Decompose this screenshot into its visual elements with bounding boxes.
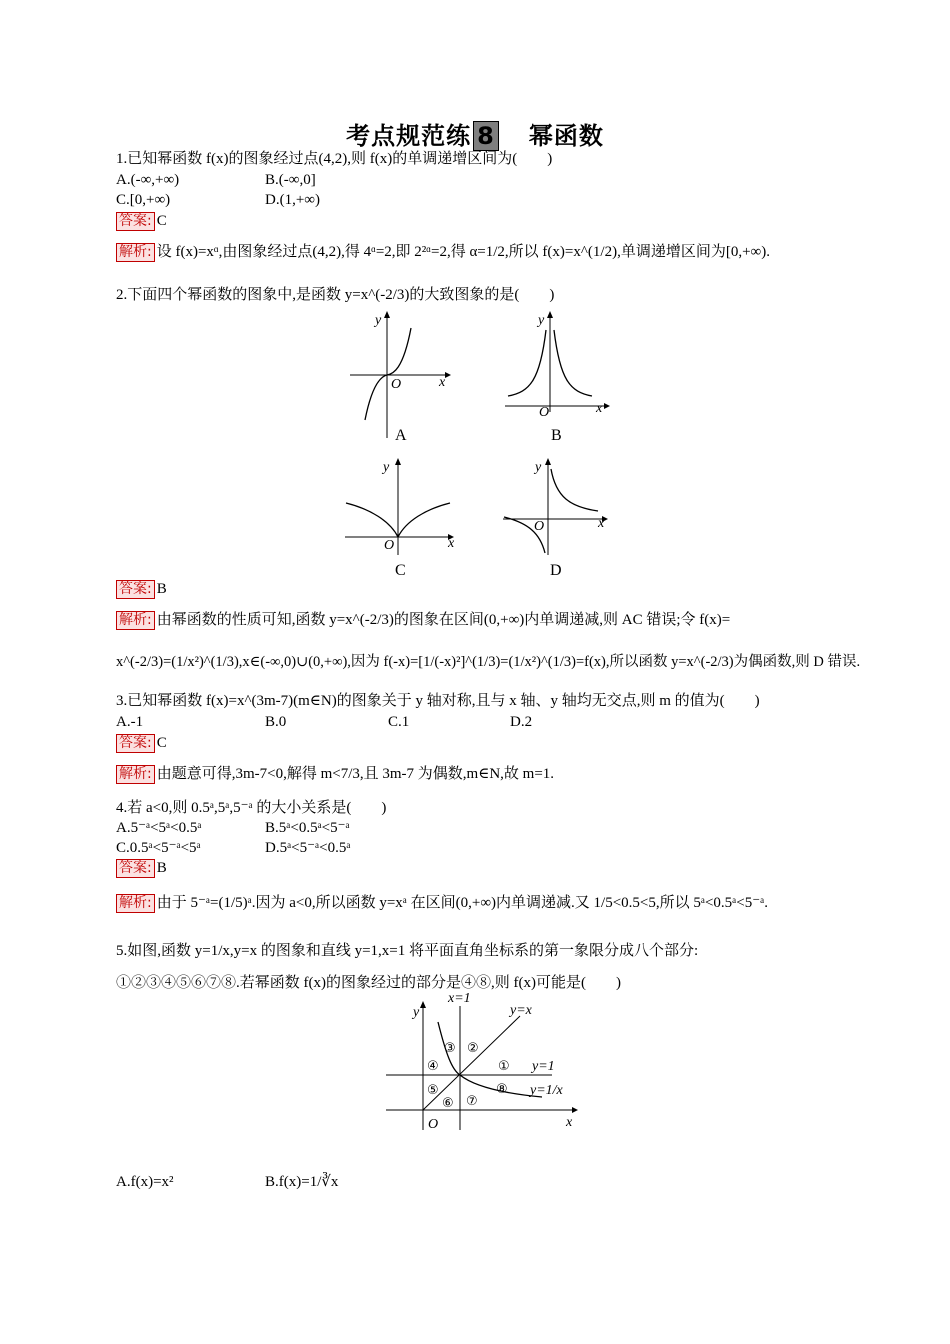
answer-label: 答案: (116, 580, 155, 599)
graph-a-y-label: y (375, 313, 382, 328)
q5-option-a: A.f(x)=x² (116, 1174, 174, 1190)
region-6: ⑥ (442, 1096, 454, 1111)
q2-graph-b (500, 308, 620, 448)
q2-analysis-line2: x^(-2/3)=(1/x²)^(1/3),x∈(-∞,0)∪(0,+∞),因为 f(-x)=[1/(-x)²]^(1/3)=(1/x²)^(1/3)=f(x),所以函数 y=x^(-2/3)为偶函数,则 D 错误. (116, 654, 861, 670)
region-8: ⑧ (496, 1082, 508, 1097)
q1-option-b: B.(-∞,0] (265, 172, 316, 188)
title-prefix: 考点规范练 (346, 122, 472, 150)
analysis-label: 解析: (116, 765, 155, 784)
q4-analysis-row (116, 893, 768, 913)
q1-option-c: C.[0,+∞) (116, 192, 171, 208)
q1-stem: 1.已知幂函数 f(x)的图象经过点(4,2),则 f(x)的单调递增区间为( ) (116, 151, 553, 167)
q5-label-y: y (413, 1005, 420, 1020)
q2-analysis-row (116, 610, 730, 630)
region-3: ③ (444, 1041, 456, 1056)
answer-label: 答案: (116, 212, 155, 231)
q3-option-c: C.1 (388, 714, 410, 730)
q3-analysis: 由题意可得,3m-7<0,解得 m<7/3,且 3m-7 为偶数,m∈N,故 m=1. (156, 766, 555, 782)
region-2: ② (467, 1041, 479, 1056)
q5-figure (380, 990, 590, 1135)
q1-option-d: D.(1,+∞) (265, 192, 320, 208)
analysis-label: 解析: (116, 894, 155, 913)
q4-answer-row (116, 858, 167, 878)
analysis-label: 解析: (116, 243, 155, 262)
q2-analysis-line1: 由幂函数的性质可知,函数 y=x^(-2/3)的图象在区间(0,+∞)内单调递减,则 AC 错误;令 f(x)= (156, 612, 731, 628)
graph-d-caption: D (550, 562, 562, 579)
graph-a-caption: A (395, 427, 407, 444)
answer-label: 答案: (116, 734, 155, 753)
graph-c-x-label: x (448, 536, 455, 551)
q4-answer: B (156, 860, 167, 876)
q2-graph-a (345, 308, 455, 448)
graph-d-x-label: x (598, 516, 605, 531)
q3-answer: C (156, 735, 167, 751)
q2-stem: 2.下面四个幂函数的图象中,是函数 y=x^(-2/3)的大致图象的是( ) (116, 287, 555, 303)
q5-label-x: x (566, 1115, 573, 1130)
q3-option-b: B.0 (265, 714, 287, 730)
graph-b-origin: O (539, 405, 550, 420)
graph-a-origin: O (391, 377, 402, 392)
q3-analysis-row (116, 764, 554, 784)
region-7: ⑦ (466, 1094, 478, 1109)
q5-label-origin: O (428, 1117, 439, 1132)
graph-b-caption: B (551, 427, 562, 444)
page-title (0, 116, 950, 151)
q1-option-a: A.(-∞,+∞) (116, 172, 180, 188)
q4-stem: 4.若 a<0,则 0.5ᵃ,5ᵃ,5⁻ᵃ 的大小关系是( ) (116, 800, 387, 816)
region-4: ④ (427, 1059, 439, 1074)
q4-option-b: B.5ᵃ<0.5ᵃ<5⁻ᵃ (265, 820, 350, 836)
q5-stem-line1: 5.如图,函数 y=1/x,y=x 的图象和直线 y=1,x=1 将平面直角坐标系的第一象限分成八个部分: (116, 943, 699, 959)
q3-option-a: A.-1 (116, 714, 144, 730)
analysis-label: 解析: (116, 611, 155, 630)
region-1: ① (498, 1059, 510, 1074)
q3-option-d: D.2 (510, 714, 533, 730)
q2-answer: B (156, 581, 167, 597)
q1-analysis-row (116, 242, 770, 262)
graph-c-origin: O (384, 538, 395, 553)
q2-graph-d (498, 455, 623, 580)
q5-stem-line2: ①②③④⑤⑥⑦⑧.若幂函数 f(x)的图象经过的部分是④⑧,则 f(x)可能是( ) (116, 975, 621, 991)
graph-b-x-label: x (596, 401, 603, 416)
graph-d-origin: O (534, 519, 545, 534)
q3-stem: 3.已知幂函数 f(x)=x^(3m-7)(m∈N)的图象关于 y 轴对称,且与 x 轴、y 轴均无交点,则 m 的值为( ) (116, 693, 760, 709)
q4-option-a: A.5⁻ᵃ<5ᵃ<0.5ᵃ (116, 820, 202, 836)
title-number: 8 (473, 121, 499, 151)
q2-answer-row (116, 579, 167, 599)
q5-label-yx: y=x (510, 1003, 532, 1018)
q1-answer: C (156, 213, 167, 229)
q4-option-d: D.5ᵃ<5⁻ᵃ<0.5ᵃ (265, 840, 351, 856)
graph-a-x-label: x (439, 375, 446, 390)
q3-answer-row (116, 733, 167, 753)
graph-c-caption: C (395, 562, 406, 579)
q4-option-c: C.0.5ᵃ<5⁻ᵃ<5ᵃ (116, 840, 201, 856)
graph-b-y-label: y (538, 313, 545, 328)
graph-d-y-label: y (535, 460, 542, 475)
q5-label-y1: y=1 (532, 1059, 555, 1074)
region-5: ⑤ (427, 1083, 439, 1098)
q1-analysis: 设 f(x)=xᵅ,由图象经过点(4,2),得 4ᵅ=2,即 2²ᵅ=2,得 α=1/2,所以 f(x)=x^(1/2),单调递增区间为[0,+∞). (156, 244, 770, 260)
title-suffix: 幂函数 (528, 122, 604, 150)
answer-label: 答案: (116, 859, 155, 878)
q1-answer-row (116, 211, 167, 231)
q4-analysis: 由于 5⁻ᵃ=(1/5)ᵃ.因为 a<0,所以函数 y=xᵃ 在区间(0,+∞)内单调递减.又 1/5<0.5<5,所以 5ᵃ<0.5ᵃ<5⁻ᵃ. (156, 895, 769, 911)
q5-option-b: B.f(x)=1/∛x (265, 1174, 339, 1190)
q5-label-x1: x=1 (448, 991, 471, 1006)
q2-graph-c (340, 455, 465, 580)
q5-label-yinv: y=1/x (530, 1083, 563, 1098)
graph-c-y-label: y (383, 460, 390, 475)
